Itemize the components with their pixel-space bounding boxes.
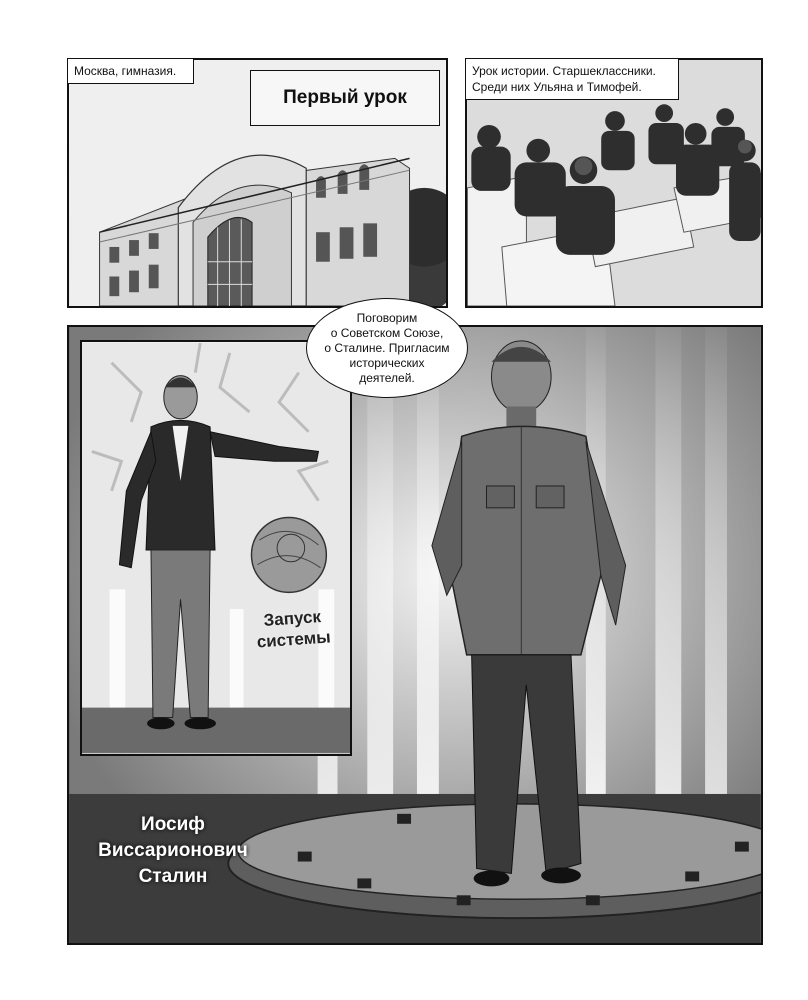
panel-presenter-inset [80, 340, 352, 756]
panel2-caption: Урок истории. Старшеклассники. Среди них Ульяна и Тимофей. [465, 58, 679, 100]
speech-bubble [306, 298, 468, 398]
speech-text: Поговорим о Советском Союзе, о Сталине. Пригласим исторических деятелей. [324, 310, 450, 385]
presenter-illustration [82, 342, 350, 754]
chapter-title: Первый урок [250, 70, 440, 126]
panel1-caption: Москва, гимназия. [67, 58, 194, 84]
stalin-name-caption: Иосиф Виссарионович Сталин [98, 814, 248, 887]
system-launch-label: Запуск системы [256, 607, 332, 652]
